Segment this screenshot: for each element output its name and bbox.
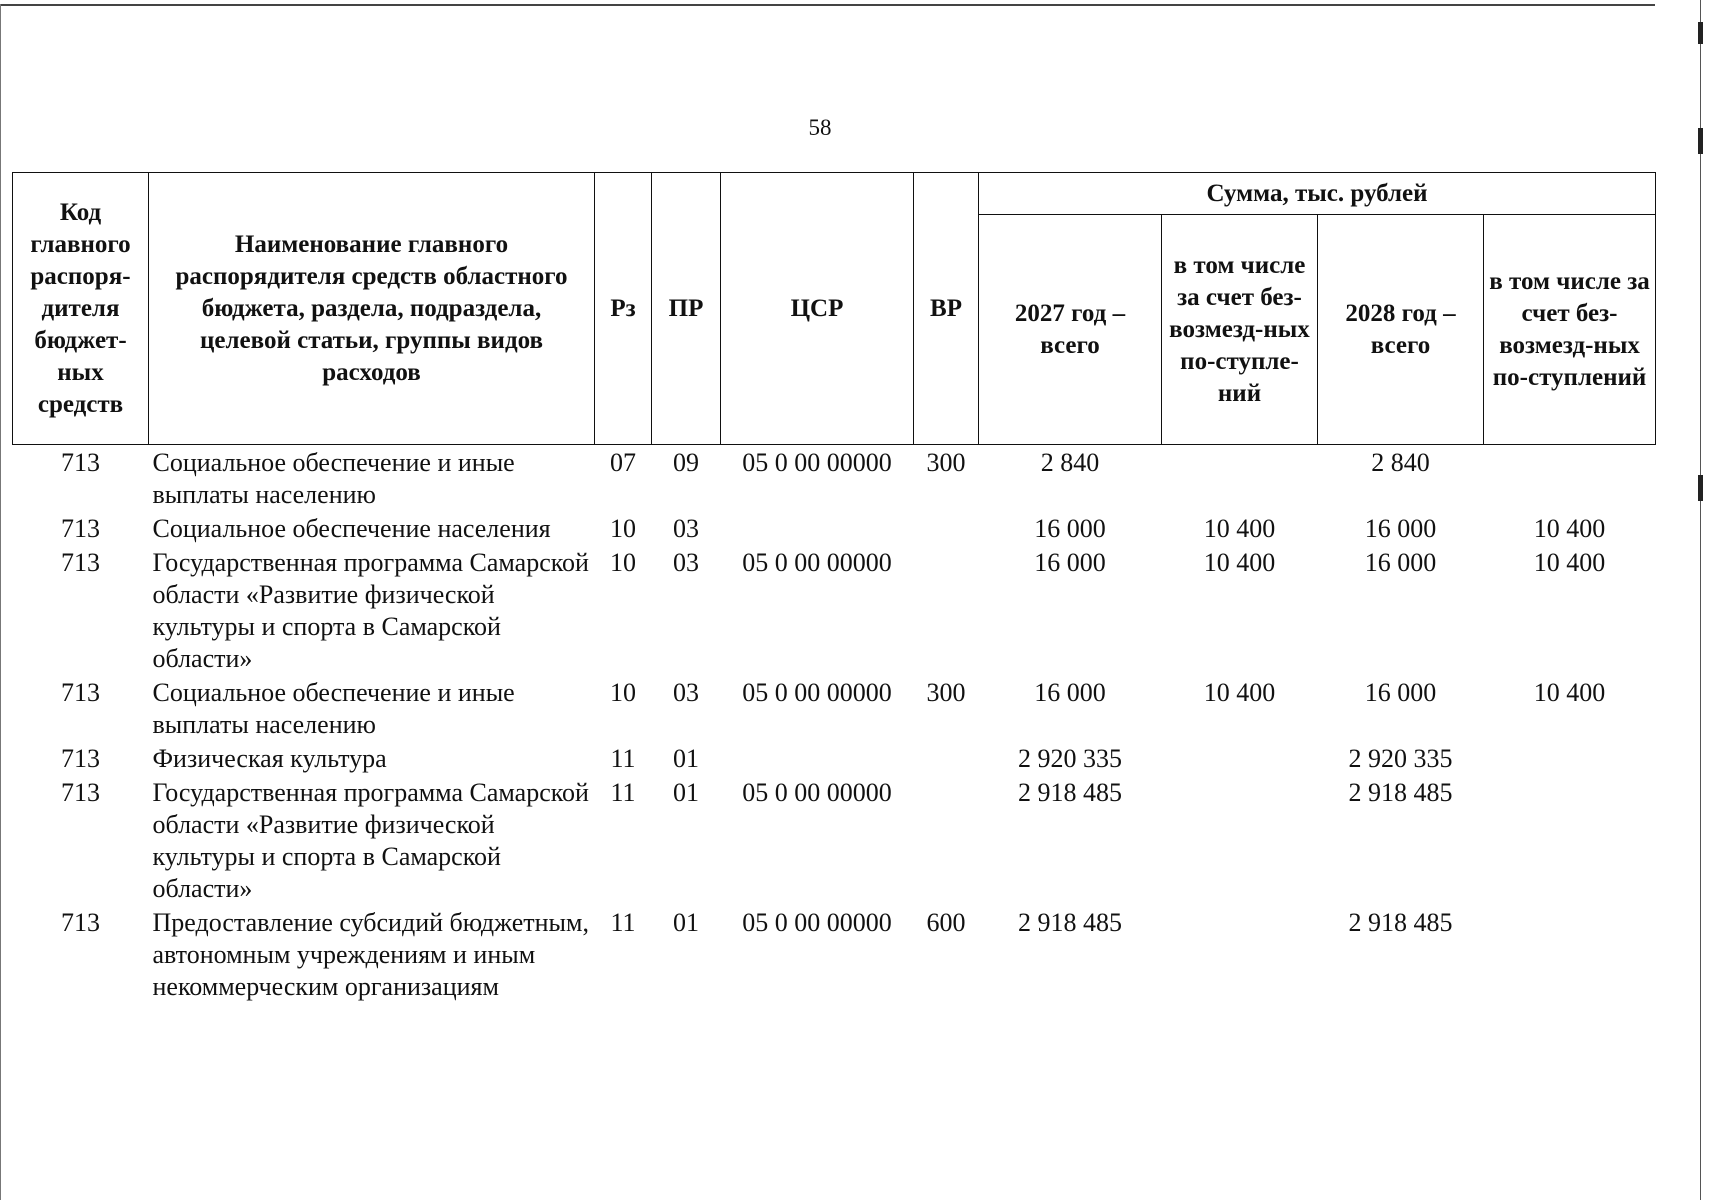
cell-code: 713: [61, 448, 100, 477]
header-vr: ВР: [914, 173, 979, 445]
scan-border-right: [1700, 0, 1701, 1200]
cell-rz: 11: [610, 778, 636, 807]
cell-pr: 03: [673, 514, 699, 543]
cell-name: Социальное обеспечение и иные выплаты населению: [152, 448, 515, 509]
cell-2028-free: 10 400: [1533, 678, 1606, 707]
cell-2027-free: [1162, 445, 1318, 512]
cell-code: 713: [61, 778, 100, 807]
cell-2027-free: 10 400: [1203, 514, 1276, 543]
scan-border-left: [0, 4, 1, 1200]
cell-vr: 600: [926, 908, 966, 937]
cell-csr: 05 0 00 00000: [742, 548, 892, 577]
cell-2027-free: [1162, 775, 1318, 905]
cell-vr: 300: [926, 448, 966, 477]
cell-2027-free: 10 400: [1203, 678, 1276, 707]
cell-code: 713: [61, 908, 100, 937]
cell-2027-total: 16 000: [1034, 548, 1106, 577]
cell-pr: 03: [673, 678, 699, 707]
cell-2027-total: 16 000: [1034, 514, 1106, 543]
header-2028-total: 2028 год – всего: [1318, 215, 1484, 445]
cell-csr: 05 0 00 00000: [742, 908, 892, 937]
cell-2027-free: 10 400: [1203, 548, 1276, 577]
cell-2028-free: 10 400: [1533, 548, 1606, 577]
cell-vr: [914, 511, 979, 545]
cell-pr: 01: [673, 778, 699, 807]
table-row: [13, 905, 1656, 1003]
scan-mark: [1698, 128, 1703, 154]
cell-vr: 300: [926, 678, 966, 707]
table-row: [13, 741, 1656, 775]
budget-table: [12, 172, 1656, 1003]
cell-2028-total: 2 840: [1371, 448, 1430, 477]
cell-2028-free: [1484, 445, 1656, 512]
cell-csr: 05 0 00 00000: [742, 778, 892, 807]
cell-csr: 05 0 00 00000: [742, 678, 892, 707]
table-row: [13, 545, 1656, 675]
header-2027-total: 2027 год – всего: [979, 215, 1162, 445]
cell-name: Физическая культура: [152, 744, 387, 773]
table-row: [13, 675, 1656, 741]
cell-2028-total: 16 000: [1364, 678, 1437, 707]
cell-rz: 11: [610, 908, 636, 937]
cell-vr: [914, 545, 979, 675]
table-row: [13, 511, 1656, 545]
cell-name: Государственная программа Самарской области «Развитие физической культуры и спорта в Самарской области»: [152, 778, 589, 903]
cell-csr: [721, 741, 914, 775]
cell-name: Государственная программа Самарской области «Развитие физической культуры и спорта в Самарской области»: [152, 548, 589, 673]
cell-pr: 01: [673, 908, 699, 937]
table-body: [13, 445, 1656, 1004]
header-2028-free: в том числе за счет без-возмезд-ных по-ступлений: [1484, 215, 1656, 445]
cell-vr: [914, 775, 979, 905]
cell-rz: 11: [610, 744, 636, 773]
scan-mark: [1698, 475, 1703, 501]
cell-2028-free: [1484, 775, 1656, 905]
table-row: [13, 775, 1656, 905]
cell-2028-total: 2 920 335: [1348, 744, 1453, 773]
cell-code: 713: [61, 548, 100, 577]
cell-2028-free: [1484, 741, 1656, 775]
cell-csr: 05 0 00 00000: [742, 448, 892, 477]
cell-code: 713: [61, 678, 100, 707]
cell-2027-total: 2 918 485: [1018, 908, 1122, 937]
cell-rz: 07: [610, 448, 636, 477]
cell-vr: [914, 741, 979, 775]
cell-code: 713: [61, 514, 100, 543]
cell-pr: 01: [673, 744, 699, 773]
cell-2028-free: 10 400: [1533, 514, 1606, 543]
cell-2028-total: 2 918 485: [1348, 908, 1453, 937]
cell-2027-total: 16 000: [1034, 678, 1106, 707]
scan-mark: [1698, 22, 1703, 44]
header-sum-group: Сумма, тыс. рублей: [979, 173, 1656, 215]
scan-border-top: [0, 4, 1655, 6]
header-code: Код главного распоря-дителя бюджет-ных средств: [13, 173, 149, 445]
header-name: Наименование главного распорядителя средств областного бюджета, раздела, подраздела, целевой статьи, группы видов расходов: [149, 173, 595, 445]
cell-name: Социальное обеспечение населения: [152, 514, 551, 543]
table-header: [13, 173, 1656, 445]
table-row: [13, 445, 1656, 512]
cell-2027-total: 2 840: [1040, 448, 1100, 477]
cell-2027-free: [1162, 905, 1318, 1003]
cell-csr: [721, 511, 914, 545]
page-number: 58: [808, 115, 832, 140]
header-pr: ПР: [652, 173, 721, 445]
cell-2028-total: 2 918 485: [1348, 778, 1453, 807]
cell-pr: 03: [673, 548, 699, 577]
header-csr: ЦСР: [721, 173, 914, 445]
cell-2027-free: [1162, 741, 1318, 775]
cell-2028-total: 16 000: [1364, 514, 1437, 543]
cell-2027-total: 2 918 485: [1018, 778, 1122, 807]
header-2027-free: в том числе за счет без-возмезд-ных по-ступле-ний: [1162, 215, 1318, 445]
header-rz: Рз: [595, 173, 652, 445]
cell-rz: 10: [610, 678, 636, 707]
cell-rz: 10: [610, 514, 636, 543]
cell-name: Предоставление субсидий бюджетным, автономным учреждениям и иным некоммерческим организациям: [152, 908, 589, 1001]
cell-name: Социальное обеспечение и иные выплаты населению: [152, 678, 515, 739]
cell-code: 713: [61, 744, 100, 773]
cell-rz: 10: [610, 548, 636, 577]
cell-2028-total: 16 000: [1364, 548, 1437, 577]
cell-2027-total: 2 920 335: [1018, 744, 1122, 773]
cell-2028-free: [1484, 905, 1656, 1003]
cell-pr: 09: [673, 448, 699, 477]
